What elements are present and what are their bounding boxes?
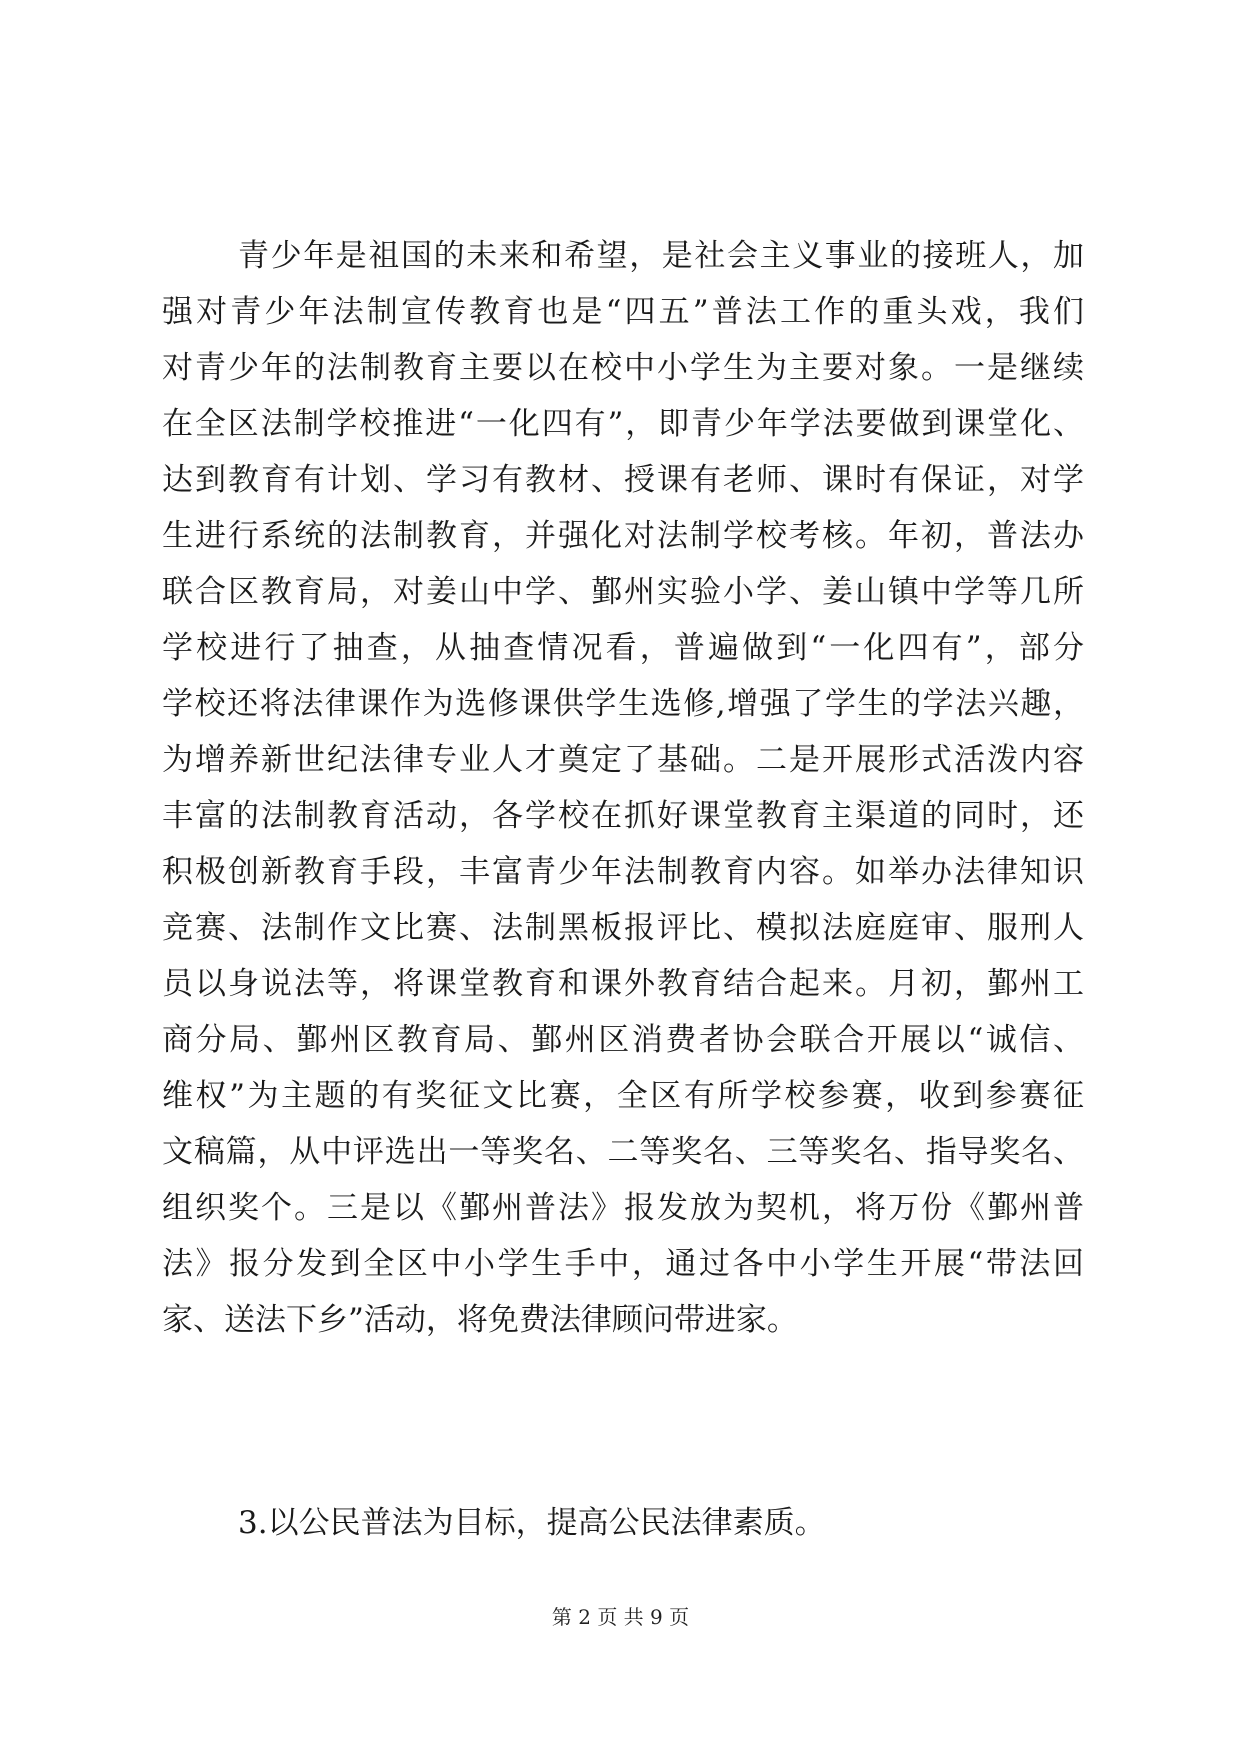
paragraph-line: 维权”为主题的有奖征文比赛，全区有所学校参赛，收到参赛征 — [162, 1078, 1084, 1114]
page-number-footer: 第 2 页 共 9 页 — [551, 1605, 690, 1629]
paragraph-line: 组织奖个。三是以《鄞州普法》报发放为契机，将万份《鄞州普 — [162, 1190, 1084, 1226]
paragraph-line: 法》报分发到全区中小学生手中，通过各中小学生开展“带法回 — [162, 1246, 1084, 1282]
paragraph-line: 积极创新教育手段，丰富青少年法制教育内容。如举办法律知识 — [162, 854, 1084, 890]
paragraph-line: 青少年是祖国的未来和希望，是社会主义事业的接班人，加 — [238, 238, 1084, 274]
paragraph-line: 达到教育有计划、学习有教材、授课有老师、课时有保证，对学 — [162, 462, 1084, 498]
paragraph-line: 学校进行了抽查，从抽查情况看，普遍做到“一化四有”，部分 — [162, 630, 1084, 666]
paragraph-line: 为增养新世纪法律专业人才奠定了基础。二是开展形式活泼内容 — [162, 742, 1084, 778]
paragraph-youth-legal-education — [162, 228, 1084, 1348]
paragraph-line: 员以身说法等，将课堂教育和课外教育结合起来。月初，鄞州工 — [162, 966, 1084, 1002]
paragraph-line: 在全区法制学校推进“一化四有”，即青少年学法要做到课堂化、 — [162, 406, 1084, 442]
paragraph-line: 强对青少年法制宣传教育也是“四五”普法工作的重头戏，我们 — [162, 294, 1084, 330]
paragraph-line: 对青少年的法制教育主要以在校中小学生为主要对象。一是继续 — [162, 350, 1084, 386]
paragraph-line: 商分局、鄞州区教育局、鄞州区消费者协会联合开展以“诚信、 — [162, 1022, 1084, 1058]
paragraph-line: 竞赛、法制作文比赛、法制黑板报评比、模拟法庭庭审、服刑人 — [162, 910, 1084, 946]
paragraph-line: 家、送法下乡”活动，将免费法律顾问带进家。 — [162, 1302, 798, 1338]
paragraph-line: 学校还将法律课作为选修课供学生选修,增强了学生的学法兴趣， — [162, 686, 1084, 722]
paragraph-line: 文稿篇，从中评选出一等奖名、二等奖名、三等奖名、指导奖名、 — [162, 1134, 1084, 1170]
section-heading: 3.以公民普法为目标，提高公民法律素质。 — [238, 1505, 826, 1541]
paragraph-line: 生进行系统的法制教育，并强化对法制学校考核。年初，普法办 — [162, 518, 1084, 554]
paragraph-line: 丰富的法制教育活动，各学校在抓好课堂教育主渠道的同时，还 — [162, 798, 1084, 834]
paragraph-line: 联合区教育局，对姜山中学、鄞州实验小学、姜山镇中学等几所 — [162, 574, 1084, 610]
